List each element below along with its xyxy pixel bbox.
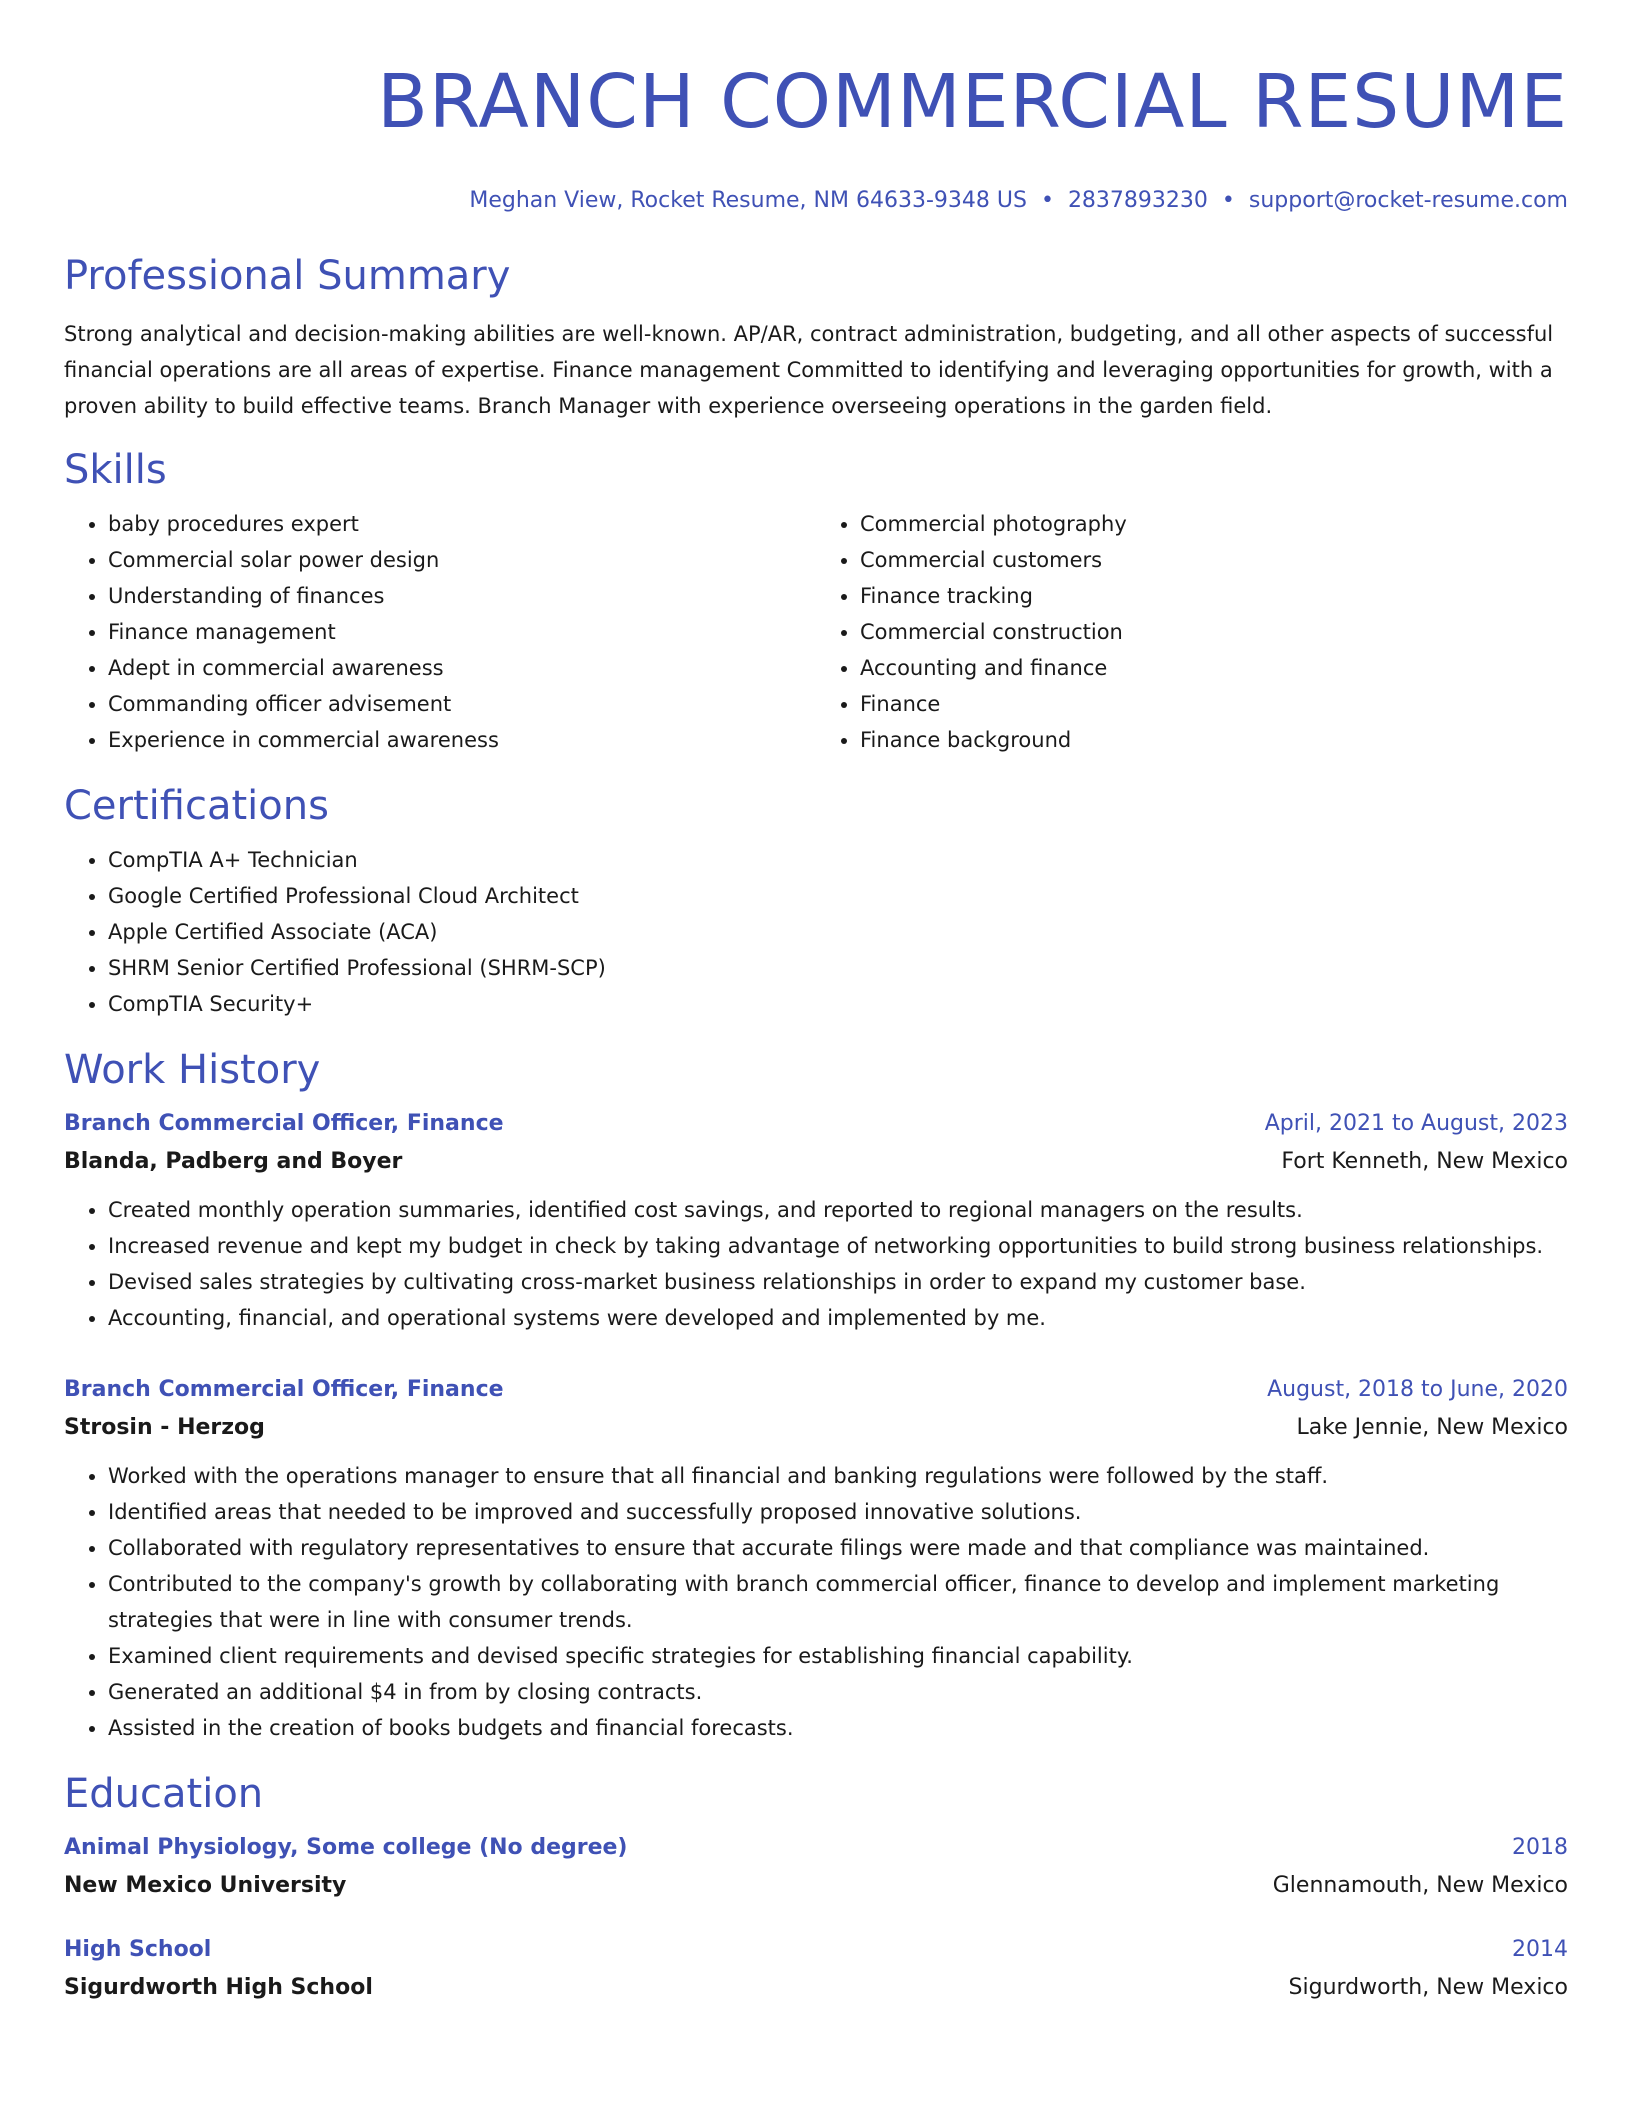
job-bullet: • Examined client requirements and devised specific strategies for establishing financial capability. <box>108 1638 1568 1674</box>
job-title: Branch Commercial Officer, Finance <box>64 1111 504 1136</box>
skill-item: • Commanding officer advisement <box>108 686 816 722</box>
job-bullet: • Accounting, financial, and operational systems were developed and implemented by me. <box>108 1300 1568 1336</box>
job-bullet: • Generated an additional $4 in from by closing contracts. <box>108 1674 1568 1710</box>
skill-item: • Experience in commercial awareness <box>108 722 816 758</box>
contact-email[interactable]: support@rocket-resume.com <box>1248 188 1568 213</box>
summary-text: Strong analytical and decision-making abilities are well-known. AP/AR, contract administration, budgeting, and all other aspects of successful financial operations are all areas of expertise. Finance management Committed to identifying and leveraging opportunities for growth, with a proven ability to build effective teams. Branch Manager with experience overseeing operations in the garden field. <box>64 322 1554 418</box>
certifications-list <box>64 842 1568 1022</box>
contact-separator: • <box>1040 188 1054 213</box>
job-bullet: • Identified areas that needed to be improved and successfully proposed innovative solutions. <box>108 1494 1568 1530</box>
skill-item: • Finance background <box>860 722 1568 758</box>
job-company: Blanda, Padberg and Boyer <box>64 1149 403 1174</box>
job-location: Lake Jennie, New Mexico <box>1296 1415 1568 1440</box>
education-subheader <box>64 1968 1568 2008</box>
job-bullet: • Collaborated with regulatory representatives to ensure that accurate filings were made and that compliance was maintained. <box>108 1530 1568 1566</box>
job-bullet: • Increased revenue and kept my budget in check by taking advantage of networking opportunities to build strong business relationships. <box>108 1228 1568 1264</box>
job-header <box>64 1106 1568 1142</box>
skill-item: • Commercial customers <box>860 542 1568 578</box>
skill-item: • baby procedures expert <box>108 506 816 542</box>
job-dates: August, 2018 to June, 2020 <box>1267 1377 1568 1402</box>
skill-item: • Adept in commercial awareness <box>108 650 816 686</box>
section-title-skills: Skills <box>64 447 167 493</box>
job-subheader <box>64 1142 1568 1182</box>
education-school: Sigurdworth High School <box>64 1975 373 2000</box>
job-header <box>64 1372 1568 1408</box>
education-section <box>64 1768 1568 2008</box>
certification-item: • Google Certified Professional Cloud Architect <box>108 878 1568 914</box>
skill-item: • Finance <box>860 686 1568 722</box>
job-title: Branch Commercial Officer, Finance <box>64 1377 504 1402</box>
contact-phone: 2837893230 <box>1067 188 1208 213</box>
education-header <box>64 1932 1568 1968</box>
job-bullets <box>64 1192 1568 1336</box>
education-subheader <box>64 1866 1568 1906</box>
summary-section <box>64 250 1568 424</box>
job-company: Strosin - Herzog <box>64 1415 265 1440</box>
job-bullet: • Created monthly operation summaries, identified cost savings, and reported to regional managers on the results. <box>108 1192 1568 1228</box>
skill-item: • Understanding of finances <box>108 578 816 614</box>
education-header <box>64 1830 1568 1866</box>
education-school: New Mexico University <box>64 1873 347 1898</box>
section-title-summary: Professional Summary <box>64 253 511 299</box>
contact-address: Meghan View, Rocket Resume, NM 64633-9348 US <box>469 188 1027 213</box>
job-bullet: • Devised sales strategies by cultivating cross-market business relationships in order to expand my customer base. <box>108 1264 1568 1300</box>
section-title-work-history: Work History <box>64 1047 321 1093</box>
job-bullets <box>64 1458 1568 1746</box>
skills-list-left <box>64 506 816 758</box>
education-location: Sigurdworth, New Mexico <box>1288 1975 1568 2000</box>
job-entry <box>64 1106 1568 1336</box>
job-dates: April, 2021 to August, 2023 <box>1264 1111 1568 1136</box>
education-degree: Animal Physiology, Some college (No degree) <box>64 1835 628 1860</box>
resume-name: BRANCH COMMERCIAL RESUME <box>377 59 1568 145</box>
certification-item: • CompTIA Security+ <box>108 986 1568 1022</box>
education-degree: High School <box>64 1937 212 1962</box>
certification-item: • SHRM Senior Certified Professional (SHRM-SCP) <box>108 950 1568 986</box>
contact-separator: • <box>1221 188 1235 213</box>
certifications-section <box>64 780 1568 1022</box>
education-year: 2018 <box>1512 1835 1568 1860</box>
skills-section <box>64 444 1568 758</box>
skill-item: • Commercial construction <box>860 614 1568 650</box>
certification-item: • Apple Certified Associate (ACA) <box>108 914 1568 950</box>
job-bullet: • Contributed to the company's growth by collaborating with branch commercial officer, finance to develop and implement marketing strategies that were in line with consumer trends. <box>108 1566 1568 1638</box>
certification-item: • CompTIA A+ Technician <box>108 842 1568 878</box>
education-entry <box>64 1830 1568 1906</box>
education-location: Glennamouth, New Mexico <box>1272 1873 1568 1898</box>
skill-item: • Commercial photography <box>860 506 1568 542</box>
section-title-education: Education <box>64 1771 264 1817</box>
education-entry <box>64 1932 1568 2008</box>
skill-item: • Finance tracking <box>860 578 1568 614</box>
section-title-certifications: Certifications <box>64 783 329 829</box>
job-bullet: • Assisted in the creation of books budgets and financial forecasts. <box>108 1710 1568 1746</box>
skills-list-right <box>816 506 1568 758</box>
job-subheader <box>64 1408 1568 1448</box>
job-location: Fort Kenneth, New Mexico <box>1281 1149 1568 1174</box>
contact-line <box>64 186 1568 216</box>
skill-item: • Commercial solar power design <box>108 542 816 578</box>
work-history-section <box>64 1044 1568 1746</box>
skills-grid <box>64 506 1568 758</box>
skill-item: • Finance management <box>108 614 816 650</box>
job-entry <box>64 1372 1568 1746</box>
skill-item: • Accounting and finance <box>860 650 1568 686</box>
education-year: 2014 <box>1512 1937 1568 1962</box>
job-bullet: • Worked with the operations manager to ensure that all financial and banking regulations were followed by the staff. <box>108 1458 1568 1494</box>
